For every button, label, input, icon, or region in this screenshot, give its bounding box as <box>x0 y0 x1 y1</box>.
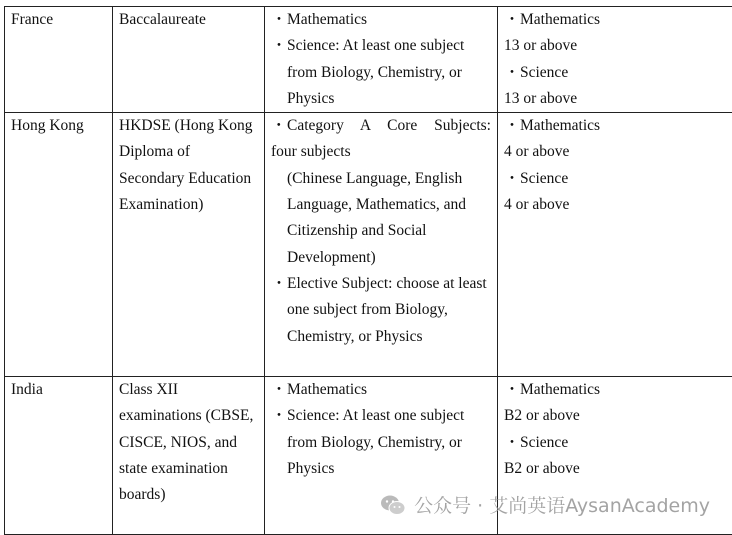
subject-item: (Chinese Language, English Language, Mathematics, and Citizenship and Social Development) <box>287 169 467 266</box>
exam-cell: Class XII examinations (CBSE, CISCE, NIOS, and state examination boards) <box>113 377 265 535</box>
table-row-hong-kong <box>5 113 732 377</box>
grade-value: 13 or above <box>504 37 578 55</box>
requirements-table <box>4 6 732 535</box>
grade-subject: ・ Mathematics <box>504 377 728 403</box>
country-cell: France <box>5 7 113 113</box>
grade-subject: ・ Mathematics <box>504 7 728 33</box>
grade-value: B2 or above <box>504 407 580 425</box>
subject-item: ・ Mathematics <box>271 377 491 403</box>
subject-item: ・ Category A Core Subjects: <box>271 113 491 139</box>
subject-item: ・ Science: At least one subject from Biology, Chemistry, or Physics <box>271 403 491 482</box>
table-row-france <box>5 7 732 113</box>
grade-value: 13 or above <box>504 89 578 107</box>
grade-value: 4 or above <box>504 196 570 214</box>
grade-subject: ・ Mathematics <box>504 113 728 139</box>
country-cell: Hong Kong <box>5 113 113 377</box>
grade-subject: ・ Science <box>504 60 728 86</box>
subject-item: four subjects <box>271 143 351 161</box>
watermark <box>380 491 710 518</box>
subject-item: ・ Science: At least one subject from Biology, Chemistry, or Physics <box>271 33 491 112</box>
subjects-cell <box>265 113 498 377</box>
subject-item: ・ Elective Subject: choose at least one subject from Biology, Chemistry, or Physics <box>271 271 491 350</box>
subjects-cell <box>265 7 498 113</box>
subject-item: ・ Mathematics <box>271 7 491 33</box>
wechat-logo-icon <box>380 494 406 516</box>
grade-value: B2 or above <box>504 460 580 478</box>
watermark-text: 公众号 · 艾尚英语AysanAcademy <box>414 495 710 517</box>
exam-cell: HKDSE (Hong Kong Diploma of Secondary Education Examination) <box>113 113 265 377</box>
grade-cell <box>498 7 732 113</box>
grade-value: 4 or above <box>504 143 570 161</box>
country-cell: India <box>5 377 113 535</box>
grade-cell <box>498 113 732 377</box>
grade-subject: ・ Science <box>504 166 728 192</box>
grade-subject: ・ Science <box>504 430 728 456</box>
exam-cell: Baccalaureate <box>113 7 265 113</box>
